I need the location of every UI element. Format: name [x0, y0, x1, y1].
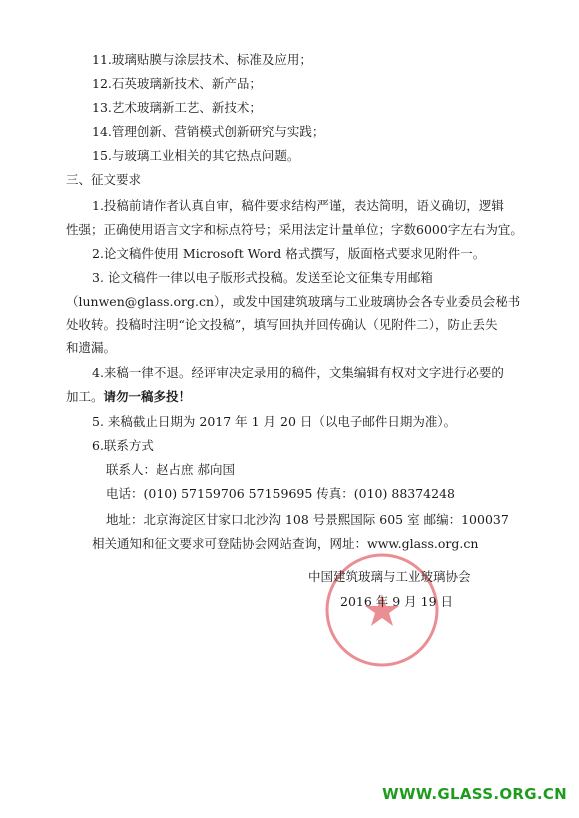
requirement-2: 2.论文稿件使用 Microsoft Word 格式撰写，版面格式要求见附件一。: [92, 246, 486, 261]
requirement-1-line-1: 1.投稿前请作者认真自审，稿件要求结构严谨，表达简明，语义确切，逻辑: [92, 198, 504, 213]
requirement-4-emphasis: 请勿一稿多投！: [103, 389, 192, 404]
signature-date: 2016 年 9 月 19 日: [340, 594, 454, 609]
website-watermark: WWW.GLASS.ORG.CN: [382, 785, 567, 803]
list-item-12: 12.石英玻璃新技术、新产品；: [92, 76, 262, 91]
requirement-4-plain: 加工。: [66, 389, 104, 404]
contact-address: 地址：北京海淀区甘家口北沙沟 108 号景熙国际 605 室 邮编：100037: [106, 512, 509, 527]
requirement-5: 5. 来稿截止日期为 2017 年 1 月 20 日（以电子邮件日期为准）。: [92, 414, 457, 429]
requirement-6: 6.联系方式: [92, 438, 154, 453]
official-seal: [322, 550, 442, 670]
requirement-3-line-3: 处收转。投稿时注明“论文投稿”，填写回执并回传确认（见附件二），防止丢失: [66, 317, 498, 332]
requirement-1-line-2: 性强；正确使用语言文字和标点符号；采用法定计量单位；字数6000字左右为宜。: [66, 222, 523, 237]
requirement-4-line-2: [66, 389, 191, 405]
section-title: 三、征文要求: [66, 172, 142, 187]
requirement-3-line-1: 3. 论文稿件一律以电子版形式投稿。发送至论文征集专用邮箱: [92, 270, 433, 285]
contact-persons: 联系人：赵占庶 郝向国: [106, 462, 235, 477]
list-item-11: 11.玻璃贴膜与涂层技术、标准及应用；: [92, 52, 312, 67]
signature-organization: 中国建筑玻璃与工业玻璃协会: [308, 569, 471, 584]
list-item-15: 15.与玻璃工业相关的其它热点问题。: [92, 148, 300, 163]
website-note: 相关通知和征文要求可登陆协会网站查询，网址：www.glass.org.cn: [92, 536, 479, 551]
requirement-3-line-4: 和遗漏。: [66, 340, 117, 355]
contact-phone: 电话：(010) 57159706 57159695 传真：(010) 88374248: [106, 486, 455, 501]
list-item-14: 14.管理创新、营销模式创新研究与实践；: [92, 124, 325, 139]
requirement-4-line-1: 4.来稿一律不退。经评审决定录用的稿件，文集编辑有权对文字进行必要的: [92, 365, 504, 380]
list-item-13: 13.艺术玻璃新工艺、新技术；: [92, 100, 262, 115]
requirement-3-line-2: （lunwen@glass.org.cn），或发中国建筑玻璃与工业玻璃协会各专业委员会秘书: [66, 294, 521, 309]
